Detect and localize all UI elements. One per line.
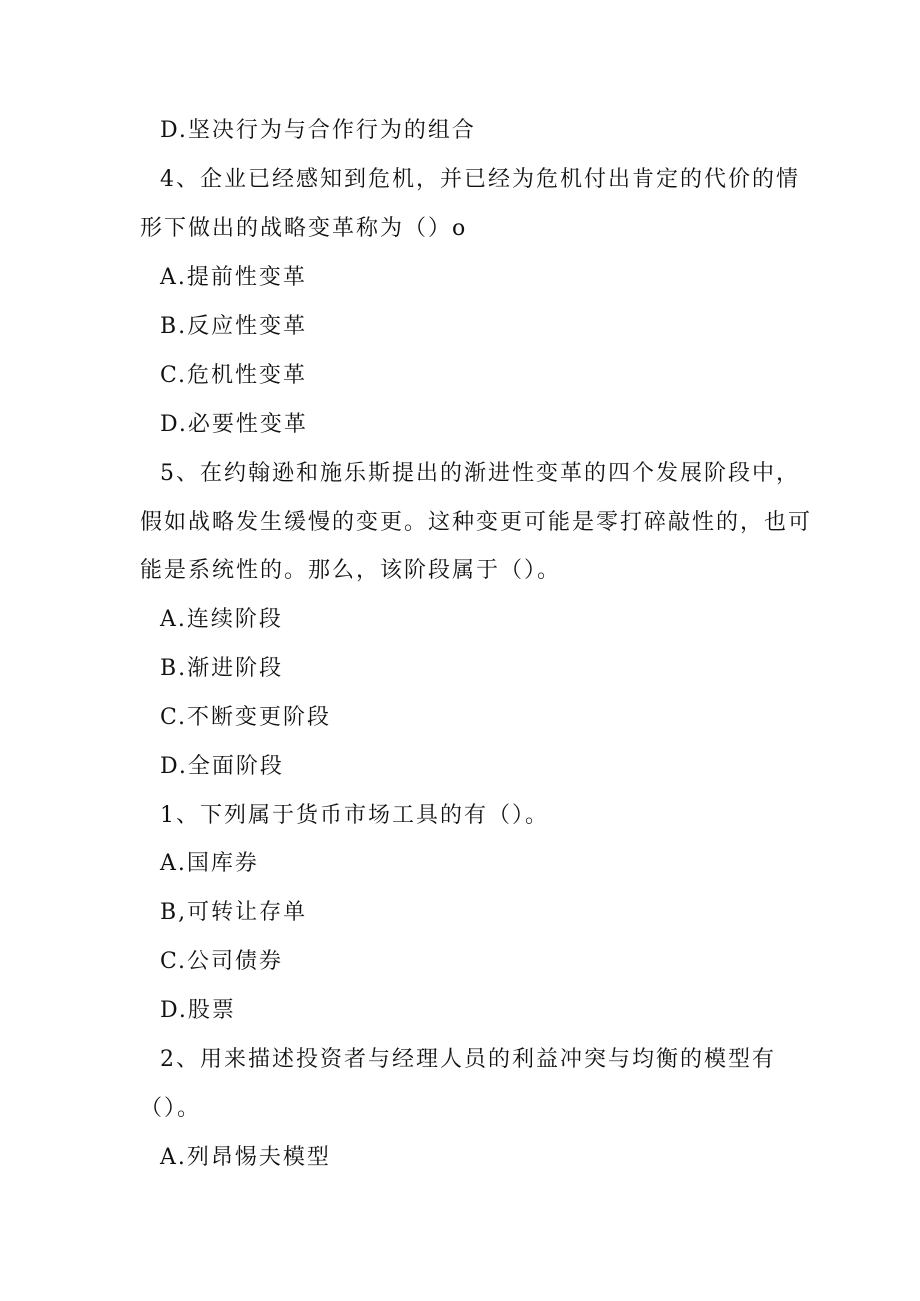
q4-option-c: C.危机性变革 (160, 363, 308, 388)
mq2-option-a: A.列昂惕夫模型 (160, 1145, 331, 1170)
mq2-stem-line-2: （）。 (140, 1096, 202, 1121)
q4-stem-line-2: 形下做出的战略变革称为（）o (140, 216, 468, 241)
q4-option-a: A.提前性变革 (160, 265, 307, 290)
q3-option-d: D.坚决行为与合作行为的组合 (160, 118, 476, 143)
q5-stem-line-1: 5、在约翰逊和施乐斯提出的渐进性变革的四个发展阶段中， (160, 461, 800, 486)
mq2-stem-line-1: 2、用来描述投资者与经理人员的利益冲突与均衡的模型有 (160, 1047, 776, 1072)
mq1-option-c: C.公司债券 (160, 949, 284, 974)
q5-option-b: B.渐进阶段 (160, 656, 284, 681)
q5-option-a: A.连续阶段 (160, 607, 283, 632)
mq1-option-d: D.股票 (160, 998, 236, 1023)
mq1-stem: 1、下列属于货币市场工具的有（）。 (160, 803, 549, 828)
q5-stem-line-3: 能是系统性的。那么，该阶段属于（）。 (140, 558, 562, 583)
q5-option-c: C.不断变更阶段 (160, 705, 332, 730)
q5-stem-line-2: 假如战略发生缓慢的变更。这种变更可能是零打碎敲性的，也可 (140, 510, 813, 535)
q5-option-d: D.全面阶段 (160, 754, 284, 779)
mq1-option-b: B,可转让存单 (160, 900, 308, 925)
q4-stem-line-1: 4、企业已经感知到危机，并已经为危机付出肯定的代价的情 (160, 167, 800, 192)
mq1-option-a: A.国库券 (160, 851, 259, 876)
q4-option-d: D.必要性变革 (160, 412, 308, 437)
q4-option-b: B.反应性变革 (160, 314, 308, 339)
